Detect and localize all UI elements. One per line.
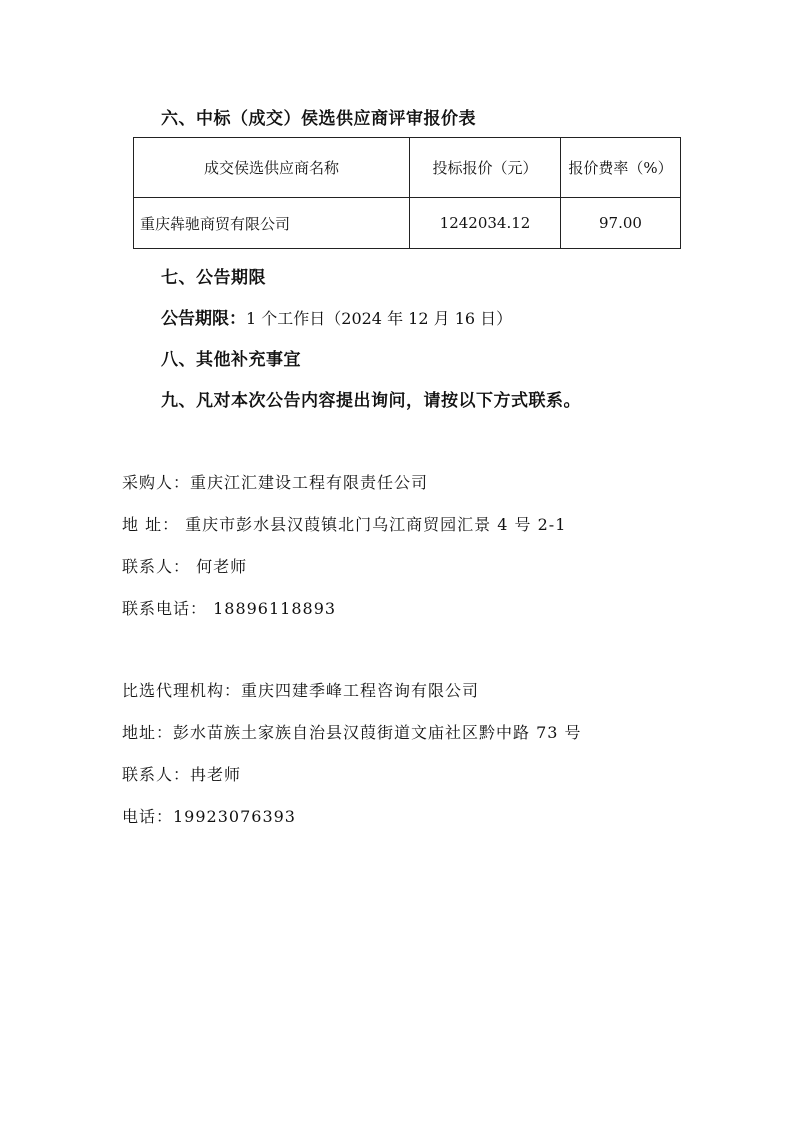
section-9-heading: 九、凡对本次公告内容提出询问，请按以下方式联系。 xyxy=(161,391,581,411)
section-8-heading: 八、其他补充事宜 xyxy=(161,350,301,370)
notice-period-value: 1 个工作日（2024 年 12 月 16 日） xyxy=(246,309,513,328)
purchaser-address: 地 址： 重庆市彭水县汉葭镇北门乌江商贸园汇景 4 号 2-1 xyxy=(122,515,567,534)
agency-name: 比选代理机构：重庆四建季峰工程咨询有限公司 xyxy=(122,681,480,700)
purchaser-phone: 联系电话： 18896118893 xyxy=(122,599,337,618)
notice-period-label: 公告期限： xyxy=(161,309,246,329)
purchaser-contact-person: 联系人： 何老师 xyxy=(122,557,248,576)
purchaser-name: 采购人：重庆江汇建设工程有限责任公司 xyxy=(122,473,429,492)
agency-address: 地址：彭水苗族土家族自治县汉葭街道文庙社区黔中路 73 号 xyxy=(122,723,582,742)
table-header-fee-rate: 报价费率（%） xyxy=(561,138,681,198)
agency-phone: 电话：19923076393 xyxy=(122,807,296,826)
table-header-supplier-name: 成交侯选供应商名称 xyxy=(134,138,410,198)
table-header-bid-price: 投标报价（元） xyxy=(410,138,561,198)
table-cell-bid-price: 1242034.12 xyxy=(410,198,561,249)
table-header-row xyxy=(134,138,681,198)
table-cell-fee-rate: 97.00 xyxy=(561,198,681,249)
agency-contact-person: 联系人：冉老师 xyxy=(122,765,242,784)
table-row xyxy=(134,198,681,249)
notice-period-paragraph xyxy=(161,304,512,329)
section-7-heading: 七、公告期限 xyxy=(161,268,266,288)
bid-price-table xyxy=(133,137,681,249)
section-6-heading: 六、中标（成交）侯选供应商评审报价表 xyxy=(161,109,476,129)
table-cell-supplier-name: 重庆犇驰商贸有限公司 xyxy=(134,198,410,249)
